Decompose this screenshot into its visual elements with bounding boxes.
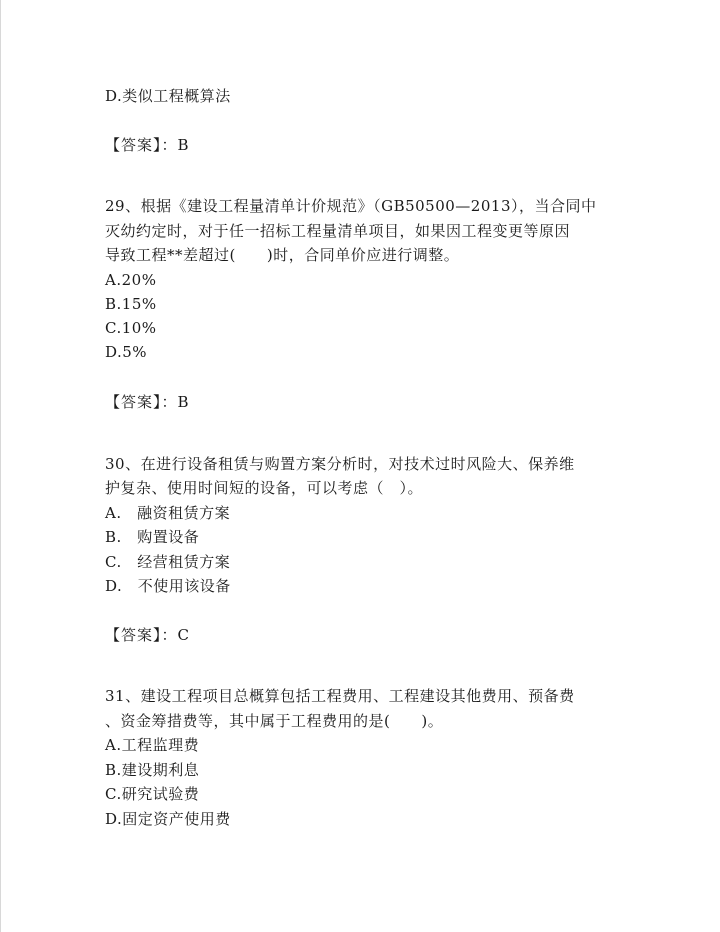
question-30-line-2: 护复杂、使用时间短的设备，可以考虑（ ）。 (105, 479, 424, 497)
question-30-option-c: C. 经营租赁方案 (105, 553, 231, 571)
question-31-line-2: 、资金筹措费等，其中属于工程费用的是( )。 (105, 712, 444, 730)
question-31-option-d: D.固定资产使用费 (105, 810, 231, 828)
answer-q28: 【答案】：B (105, 136, 190, 154)
question-29-line-1: 29、根据《建设工程量清单计价规范》（GB50500—2013），当合同中 (105, 197, 597, 215)
question-29-line-3: 导致工程**差超过( )时，合同单价应进行调整。 (105, 246, 460, 264)
question-31-line-1: 31、建设工程项目总概算包括工程费用、工程建设其他费用、预备费 (105, 687, 575, 705)
question-31-option-c: C.研究试验费 (105, 785, 200, 803)
question-29-option-d: D.5% (105, 343, 148, 361)
question-30-option-d: D. 不使用该设备 (105, 577, 231, 595)
question-30-option-b: B. 购置设备 (105, 528, 200, 546)
answer-q29: 【答案】：B (105, 393, 190, 411)
question-29-option-c: C.10% (105, 319, 157, 337)
question-30-option-a: A. 融资租赁方案 (105, 504, 231, 522)
question-29-option-b: B.15% (105, 295, 157, 313)
option-d-q28: D.类似工程概算法 (105, 87, 231, 105)
question-31-option-a: A.工程监理费 (105, 736, 200, 754)
question-30-line-1: 30、在进行设备租赁与购置方案分析时，对技术过时风险大、保养维 (105, 455, 575, 473)
answer-q30: 【答案】：C (105, 626, 190, 644)
question-29-option-a: A.20% (105, 271, 157, 289)
question-29-line-2: 灭幼约定时，对于任一招标工程量清单项目，如果因工程变更等原因 (105, 222, 571, 240)
question-31-option-b: B.建设期利息 (105, 761, 200, 779)
